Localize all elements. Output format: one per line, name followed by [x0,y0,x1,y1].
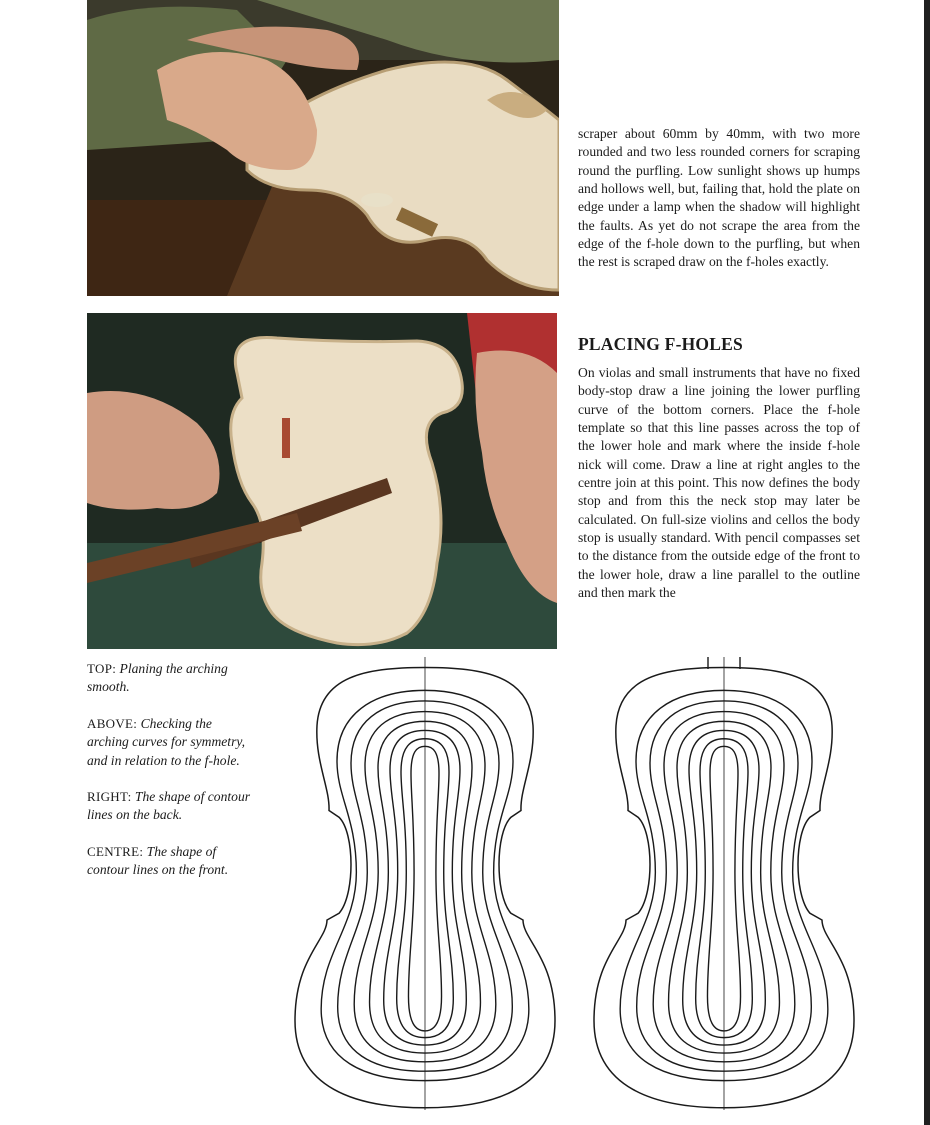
body-paragraph-scraper: scraper about 60mm by 40mm, with two more rounded and two less rounded corners for scraping round the purfling. Low sunlight shows up humps and hollows well, but, failing that, hold the plate on edge under a lamp when the shadow will highlight the faults. As yet do not scrape the area from the edge of the f-hole down to the purfling, but when the rest is scraped draw on the f-holes exactly. [578,126,860,270]
photo-planing-arching [87,0,559,296]
figure-captions [87,660,257,898]
caption-above: ABOVE: Checking the arching curves for symmetry, and in relation to the f-hole. [87,715,246,768]
photo-checking-arching [87,313,557,649]
caption-top: TOP: Planing the arching smooth. [87,661,228,695]
page-edge-rule [924,0,930,1125]
diagram-contour-front [582,655,867,1115]
body-paragraph-placing-fholes: On violas and small instruments that have no fixed body-stop draw a line joining the lower purfling curve of the bottom corners. Place the f-hole template so that this line passes across the top of the lower hole and mark where the inside f-hole nick will come. Draw a line at right angles to the centre join at this point. This now defines the body stop and from this the neck stop may later be calculated. On full-size violins and cellos the body stop is usually standard. With pencil compasses set to the distance from the outside edge of the front to the lower hole, draw a line parallel to the outline and then mark the [578,365,860,601]
diagram-contour-back [290,655,560,1115]
caption-right: RIGHT: The shape of contour lines on the back. [87,789,251,823]
section-heading: PLACING F-HOLES [578,334,743,354]
caption-centre: CENTRE: The shape of contour lines on the front. [87,843,229,878]
